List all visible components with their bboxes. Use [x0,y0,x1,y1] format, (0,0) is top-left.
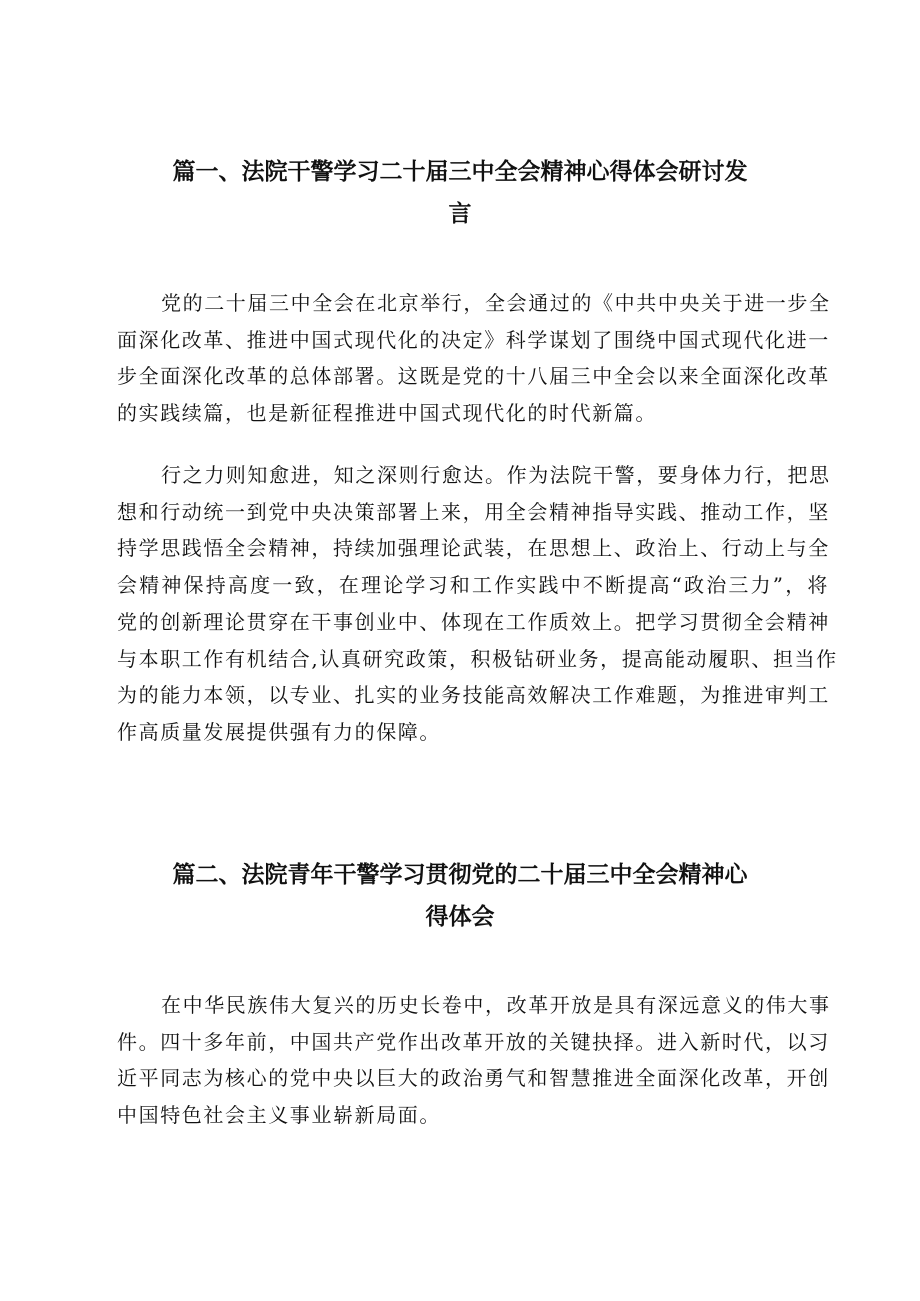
section-2-paragraph-1 [117,987,829,1134]
text-line: 会精神保持高度一致，在理论学习和工作实践中不断提高“政治三力”，将 [117,573,829,598]
text-line: 想和行动统一到党中央决策部署上来，用全会精神指导实践、推动工作，坚 [117,499,830,524]
section-1-paragraph-1 [117,285,829,432]
text-line: 在中华民族伟大复兴的历史长卷中，改革开放是具有深远意义的伟大事 [161,993,831,1017]
text-line: 持学思践悟全会精神，持续加强理论武装，在思想上、政治上、行动上与全 [117,536,830,561]
text-line: 党的二十届三中全会在北京举行，全会通过的《中共中央关于进一步全 [161,291,831,315]
section-1-paragraph-2 [117,457,838,751]
text-line: 中国特色社会主义事业崭新局面。 [117,1103,441,1128]
text-line: 的实践续篇，也是新征程推进中国式现代化的时代新篇。 [117,401,657,426]
section-2-title-line-2: 得体会 [425,904,495,930]
section-2-title-line-1: 篇二、法院青年干警学习贯彻党的二十届三中全会精神心 [172,862,748,888]
text-line: 作高质量发展提供强有力的保障。 [117,719,441,744]
text-line: 行之力则知愈进，知之深则行愈达。作为法院干警，要身体力行，把思 [161,463,831,487]
text-line: 与本职工作有机结合,认真研究政策，积极钻研业务，提高能动履职、担当作 [117,646,838,671]
section-1-title-line-1: 篇一、法院干警学习二十届三中全会精神心得体会研讨发 [172,159,748,185]
section-1-title [0,151,920,235]
section-1-title-line-2: 言 [448,201,472,227]
text-line: 步全面深化改革的总体部署。这既是党的十八届三中全会以来全面深化改革 [117,364,830,389]
text-line: 党的创新理论贯穿在干事创业中、体现在工作质效上。把学习贯彻全会精神 [117,609,830,634]
section-2-title [0,854,920,938]
text-line: 为的能力本领，以专业、扎实的业务技能高效解决工作难题，为推进审判工 [117,683,830,708]
text-line: 面深化改革、推进中国式现代化的决定》科学谋划了围绕中国式现代化进一 [117,327,830,352]
text-line: 件。四十多年前，中国共产党作出改革开放的关键抉择。进入新时代，以习 [117,1029,830,1054]
text-line: 近平同志为核心的党中央以巨大的政治勇气和智慧推进全面深化改革，开创 [117,1066,830,1091]
